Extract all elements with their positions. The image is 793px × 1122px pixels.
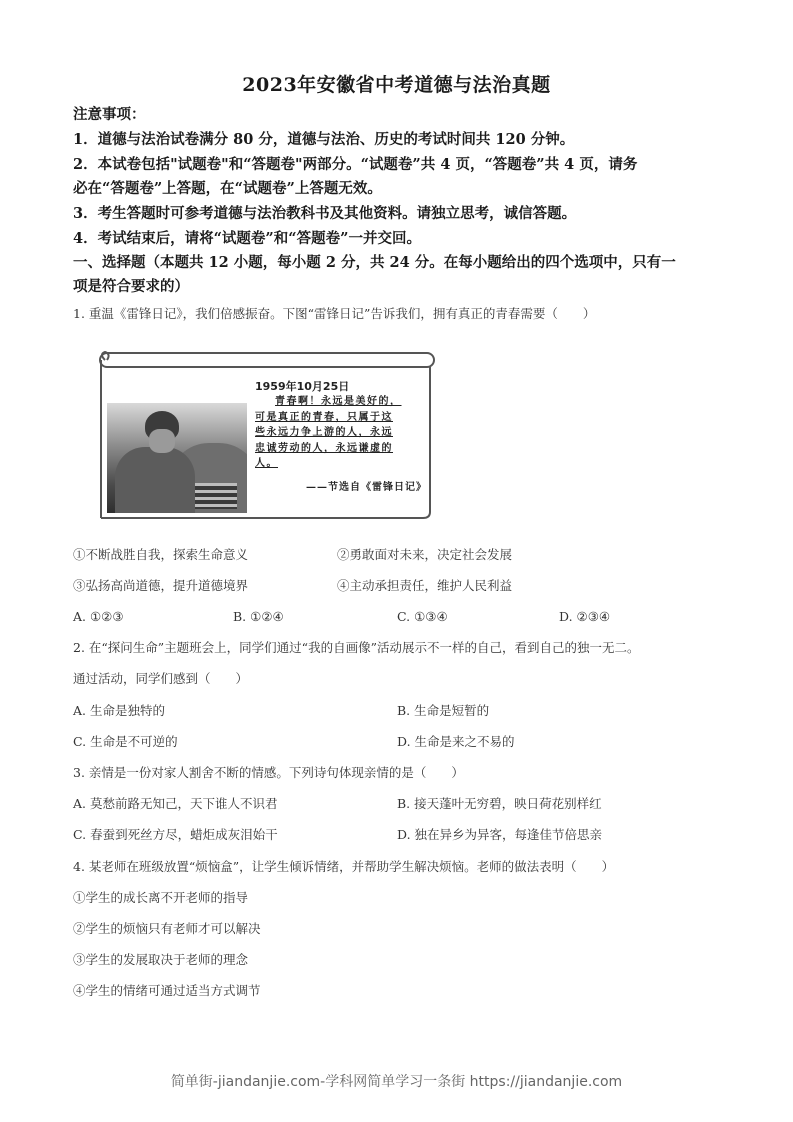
notice-item-4: 4．考试结束后，请将“试题卷”和“答题卷”一并交回。 — [73, 230, 421, 247]
q4-stem: 4. 某老师在班级放置“烦恼盒”，让学生倾诉情绪，并帮助学生解决烦恼。老师的做法表明（ ） — [73, 859, 615, 874]
q2-option-a[interactable]: A. 生命是独特的 — [73, 703, 165, 718]
q1-statement-4: ④主动承担责任，维护人民利益 — [337, 578, 513, 593]
photo-figure-face — [149, 429, 175, 453]
q1-option-d[interactable]: D. ②③④ — [559, 609, 611, 624]
diary-line-2: 可是真正的青春，只属于这 — [255, 411, 393, 423]
q1-statement-1: ①不断战胜自我，探索生命意义 — [73, 547, 249, 562]
q1-option-a[interactable]: A. ①②③ — [73, 609, 124, 624]
diary-source: ——节选自《雷锋日记》 — [306, 481, 427, 493]
diary-line-4: 忠诚劳动的人，永远谦虚的 — [255, 442, 393, 454]
diary-date: 1959年10月25日 — [255, 380, 350, 393]
section-heading-cont: 项是符合要求的） — [73, 278, 189, 295]
page-title: 2023年安徽省中考道德与法治真题 — [242, 74, 551, 96]
q2-option-b[interactable]: B. 生命是短暂的 — [397, 703, 490, 718]
q2-stem-cont: 通过活动，同学们感到（ ） — [73, 671, 249, 686]
diary-line-5: 人。 — [255, 458, 278, 469]
q3-option-b[interactable]: B. 接天蓬叶无穷碧，映日荷花别样红 — [397, 796, 602, 811]
q4-statement-3: ③学生的发展取决于老师的理念 — [73, 952, 249, 967]
q2-stem: 2. 在“探问生命”主题班会上，同学们通过“我的自画像”活动展示不一样的自己，看到自己的独一无二。 — [73, 640, 640, 655]
notice-heading: 注意事项： — [73, 106, 146, 123]
diary-body — [255, 394, 427, 472]
section-heading: 一、选择题（本题共 12 小题，每小题 2 分，共 24 分。在每小题给出的四个选项中，只有一 — [73, 254, 676, 271]
diary-line-1: 青春啊！永远是美好的， — [275, 396, 402, 407]
q1-option-b[interactable]: B. ①②④ — [233, 609, 284, 624]
q3-option-d[interactable]: D. 独在异乡为异客，每逢佳节倍思亲 — [397, 827, 603, 842]
q2-option-c[interactable]: C. 生命是不可逆的 — [73, 734, 178, 749]
watermark-footer: 简单街-jiandanjie.com-学科网简单学习一条街 https://jiandanjie.com — [170, 1074, 623, 1090]
diary-excerpt — [255, 380, 427, 493]
q1-stem: 1. 重温《雷锋日记》，我们倍感振奋。下图“雷锋日记”告诉我们，拥有真正的青春需要（ ） — [73, 306, 596, 321]
q3-option-c[interactable]: C. 春蚕到死丝方尽，蜡炬成灰泪始干 — [73, 827, 278, 842]
notice-item-1: 1．道德与法治试卷满分 80 分，道德与法治、历史的考试时间共 120 分钟。 — [73, 131, 575, 148]
leifeng-photo — [107, 403, 247, 513]
q1-statement-2: ②勇敢面对未来，决定社会发展 — [337, 547, 513, 562]
q1-statement-3: ③弘扬高尚道德，提升道德境界 — [73, 578, 249, 593]
q2-option-d[interactable]: D. 生命是来之不易的 — [397, 734, 515, 749]
q1-option-c[interactable]: C. ①③④ — [397, 609, 448, 624]
q3-option-a[interactable]: A. 莫愁前路无知己，天下谁人不识君 — [73, 796, 278, 811]
photo-figure-body — [115, 447, 195, 513]
q4-statement-2: ②学生的烦恼只有老师才可以解决 — [73, 921, 261, 936]
diary-line-3: 些永远力争上游的人，永远 — [255, 427, 393, 438]
notice-item-2-cont: 必在“答题卷”上答题，在“试题卷”上答题无效。 — [73, 180, 382, 197]
q4-statement-1: ①学生的成长离不开老师的指导 — [73, 890, 249, 905]
q3-stem: 3. 亲情是一份对家人割舍不断的情感。下列诗句体现亲情的是（ ） — [73, 765, 464, 780]
notice-item-3: 3．考生答题时可参考道德与法治教科书及其他资料。请独立思考，诚信答题。 — [73, 205, 577, 222]
q4-statement-4: ④学生的情绪可通过适当方式调节 — [73, 983, 261, 998]
notice-item-2: 2．本试卷包括"试题卷"和“答题卷"两部分。“试题卷”共 4 页，“答题卷”共 4 页，请务 — [73, 156, 638, 173]
